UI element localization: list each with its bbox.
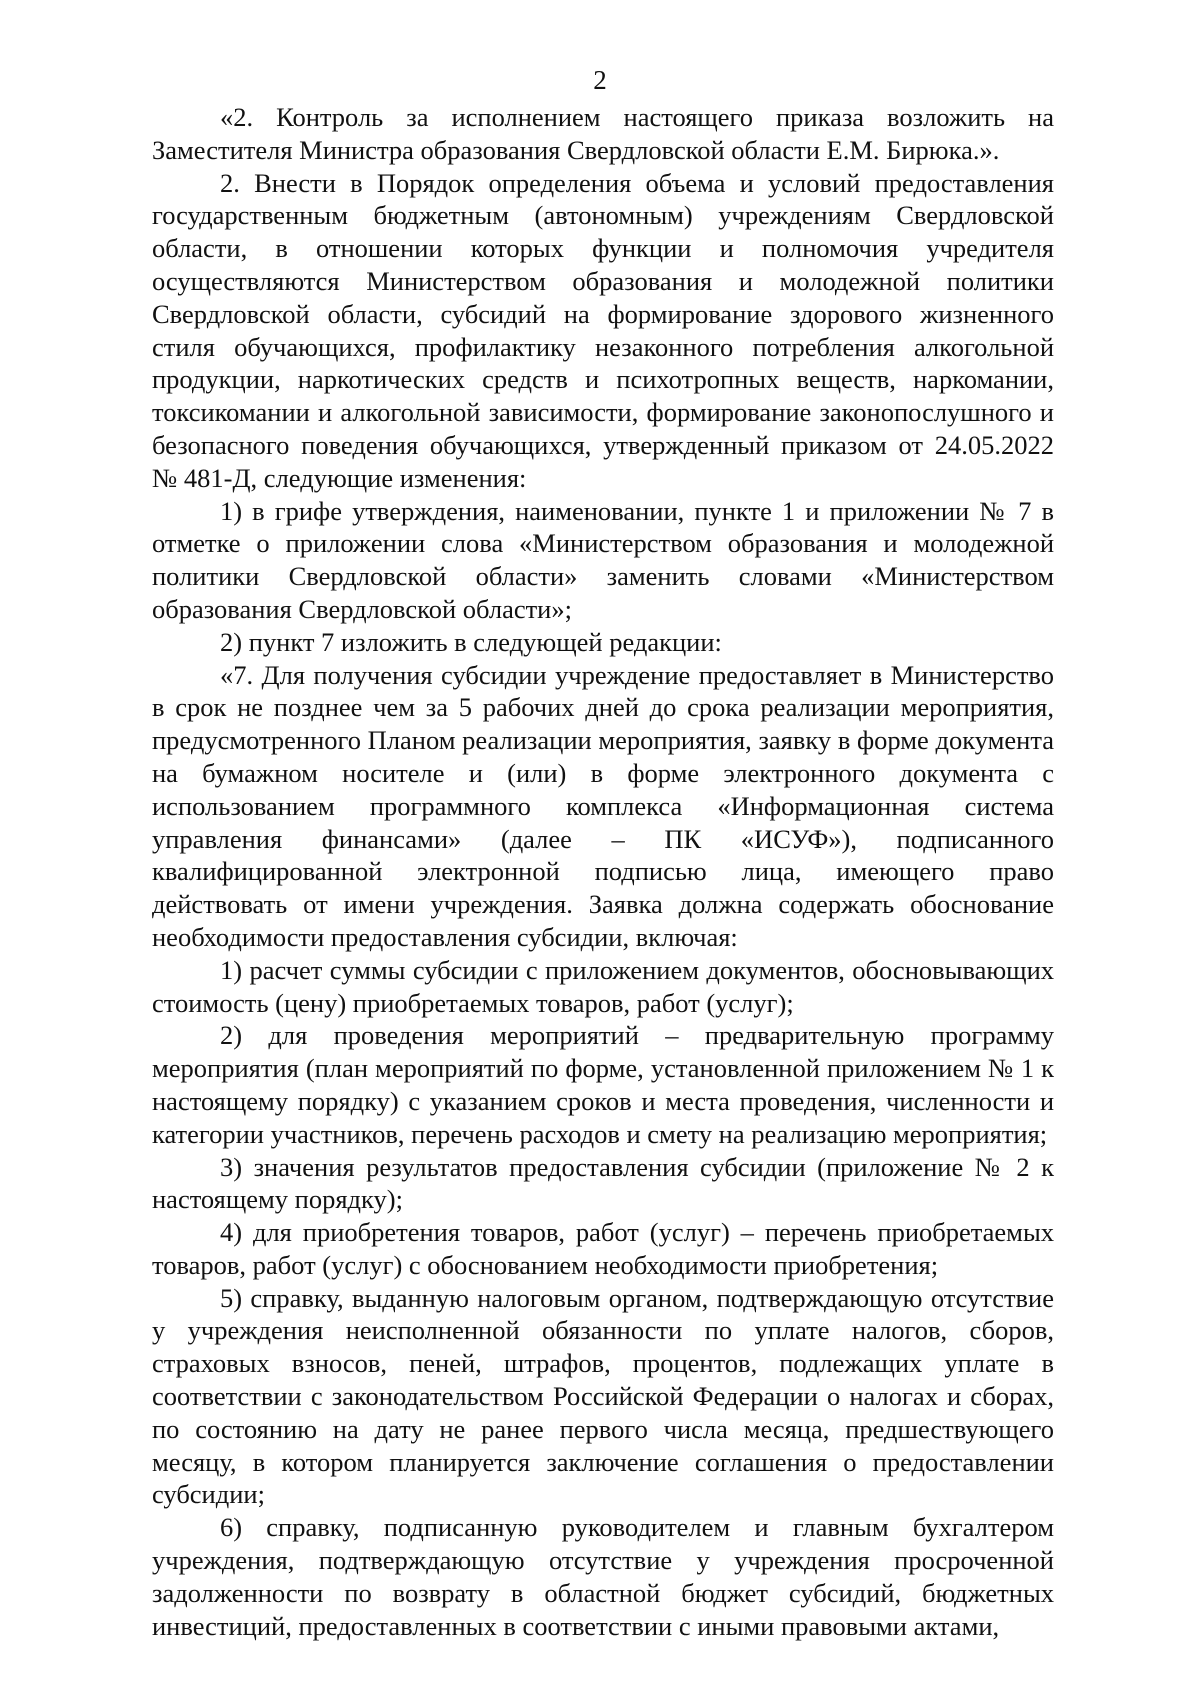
page-number: 2: [593, 65, 607, 95]
paragraph-item-1-rename: 1) в грифе утверждения, наименовании, пункте 1 и приложении № 7 в отметке о приложении слова «Министерством образования и молодежной политики Свердловской области» заменить словами «Министерством образования Свердловской области»;: [152, 495, 1054, 624]
paragraph-subitem-5: 5) справку, выданную налоговым органом, подтверждающую отсутствие у учреждения неисполненной обязанности по уплате налогов, сборов, страховых взносов, пеней, штрафов, процентов, подлежащих уплате в соответствии с законодательством Российской Федерации о налогах и сборах, по состоянию на дату не ранее первого числа месяца, предшествующего месяцу, в котором планируется заключение соглашения о предоставлении субсидии;: [152, 1282, 1054, 1510]
paragraph-subitem-2: 2) для проведения мероприятий – предварительную программу мероприятия (план мероприятий по форме, установленной приложением № 1 к настоящему порядку) с указанием сроков и места проведения, численности и категории участников, перечень расходов и смету на реализацию мероприятия;: [152, 1020, 1054, 1149]
paragraph-subitem-4: 4) для приобретения товаров, работ (услуг) – перечень приобретаемых товаров, работ (услуг) с обоснованием необходимости приобретения;: [152, 1217, 1054, 1280]
paragraph-item-2-heading: 2) пункт 7 изложить в следующей редакции:: [220, 626, 722, 657]
document-body: [152, 101, 1054, 1642]
paragraph-clause-7: «7. Для получения субсидии учреждение предоставляет в Министерство в срок не позднее чем за 5 рабочих дней до срока реализации мероприятия, предусмотренного Планом реализации мероприятия, заявку в форме документа на бумажном носителе и (или) в форме электронного документа с использованием программного комплекса «Информационная система управления финансами» (далее – ПК «ИСУФ»), подписанного квалифицированной электронной подписью лица, имеющего право действовать от имени учреждения. Заявка должна содержать обоснование необходимости предоставления субсидии, включая:: [152, 659, 1054, 952]
paragraph-control-clause: «2. Контроль за исполнением настоящего приказа возложить на Заместителя Министра образования Свердловской области Е.М. Бирюка.».: [152, 102, 1054, 165]
paragraph-subitem-6: 6) справку, подписанную руководителем и главным бухгалтером учреждения, подтверждающую отсутствие у учреждения просроченной задолженности по возврату в областной бюджет субсидий, бюджетных инвестиций, предоставленных в соответствии с иными правовыми актами,: [152, 1512, 1054, 1641]
paragraph-amendment-intro: 2. Внести в Порядок определения объема и условий предоставления государственным бюджетным (автономным) учреждениям Свердловской области, в отношении которых функции и полномочия учредителя осуществляются Министерством образования и молодежной политики Свердловской области, субсидий на формирование здорового жизненного стиля обучающихся, профилактику незаконного потребления алкогольной продукции, наркотических средств и психотропных веществ, наркомании, токсикомании и алкогольной зависимости, формирование законопослушного и безопасного поведения обучающихся, утвержденный приказом от 24.05.2022 № 481-Д, следующие изменения:: [152, 167, 1054, 493]
paragraph-subitem-1: 1) расчет суммы субсидии с приложением документов, обосновывающих стоимость (цену) приобретаемых товаров, работ (услуг);: [152, 954, 1054, 1018]
paragraph-subitem-3: 3) значения результатов предоставления субсидии (приложение № 2 к настоящему порядку);: [152, 1151, 1054, 1215]
